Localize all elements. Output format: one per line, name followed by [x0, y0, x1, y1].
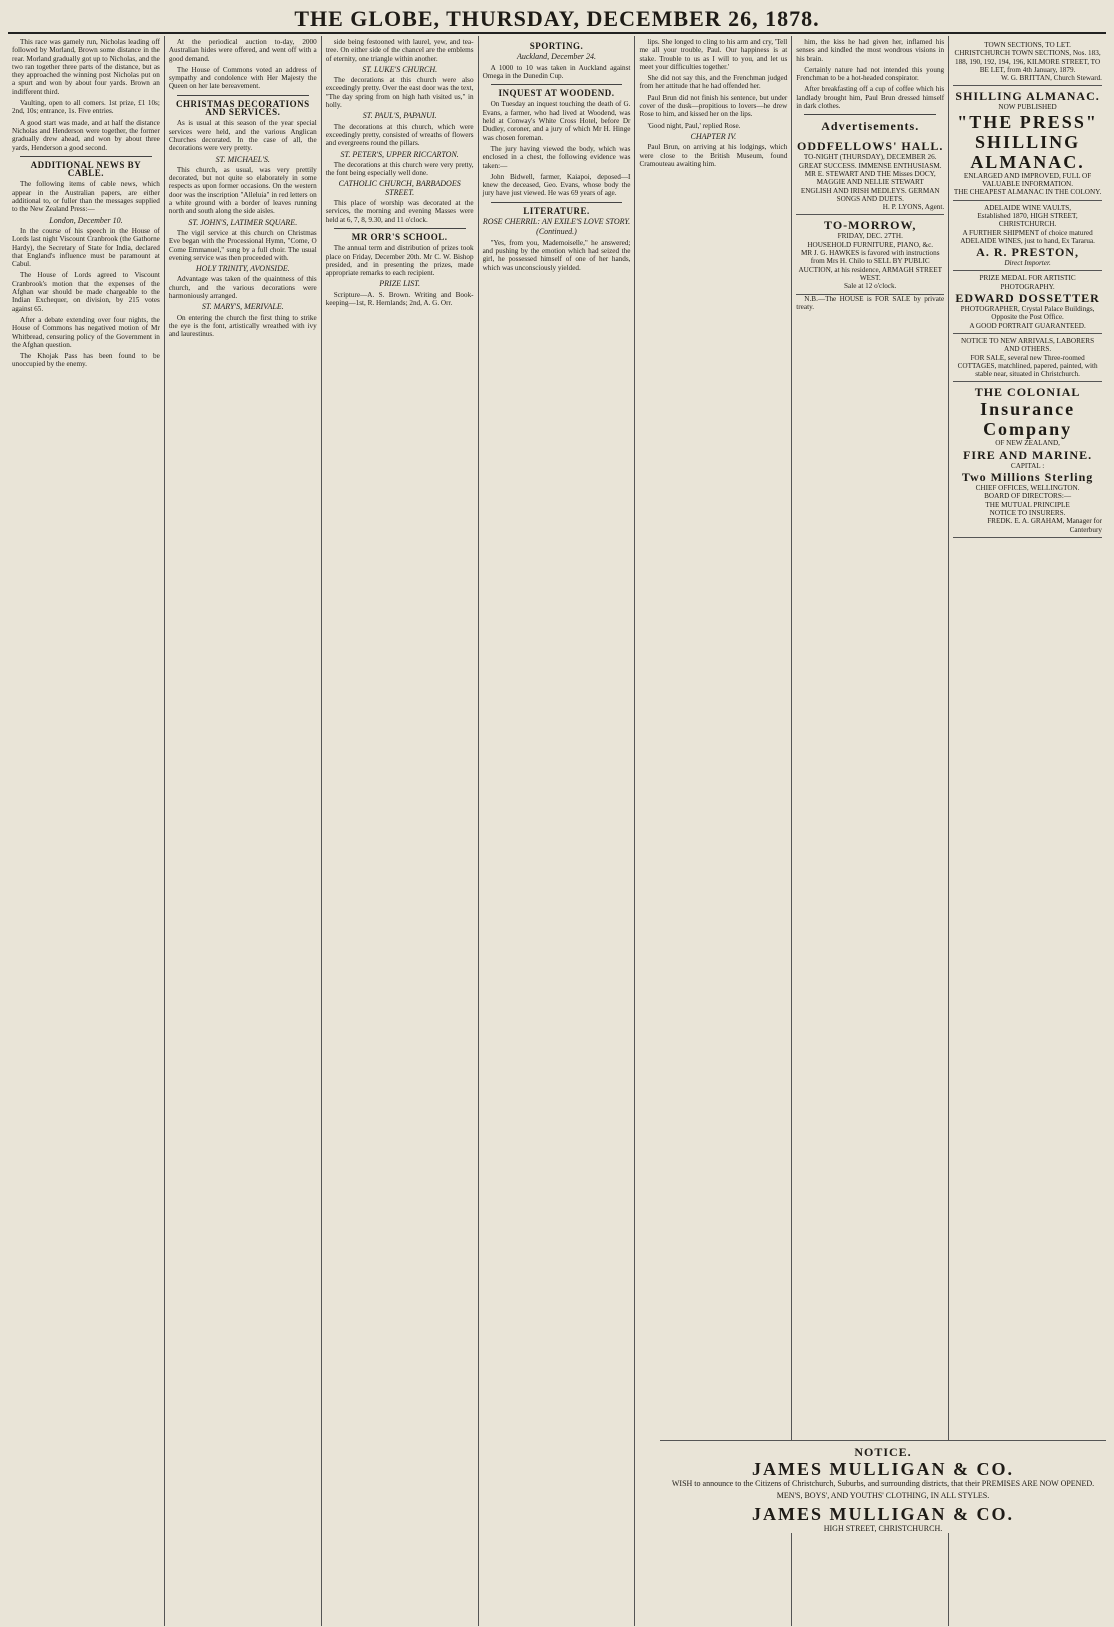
article-paragraph: him, the kiss he had given her, inflamed his senses and kindled the most wondrous visions in his brain. [796, 38, 945, 63]
column-2 [165, 36, 322, 1626]
subheading: ST. MICHAEL'S. [215, 154, 270, 164]
ad-line: A FURTHER SHIPMENT of choice matured ADELAIDE WINES, just to hand, Ex Tararua. [960, 228, 1095, 245]
article-paragraph: After a debate extending over four nights, the House of Commons has negatived motion of Mr Whitbread, censuring policy of the Government in the Afghan question. [12, 315, 160, 349]
ad-auction [796, 215, 944, 294]
article-paragraph: The decorations at this church were very pretty, the font being especially well done. [325, 160, 474, 178]
article-paragraph: A 1000 to 10 was taken in Auckland against Omega in the Dunedin Cup. [482, 63, 631, 80]
article-paragraph: John Bidwell, farmer, Kaiapoi, deposed—I knew the deceased, Geo. Evans, whose body the jury have just viewed. He was 69 years of age. [482, 172, 631, 198]
ad-line: A. R. PRESTON, [976, 245, 1079, 260]
ad-line: PHOTOGRAPHER, Crystal Palace Buildings, Opposite the Post Office. [960, 305, 1095, 322]
article-paragraph: After breakfasting off a cup of coffee which his landlady brought him, Paul Brun dressed himself in dark clothes. [796, 85, 945, 111]
article-paragraph: In the course of his speech in the House of Lords last night Viscount Cranbrook (the Gathorne Hardy), the Secretary of State for India, declared that England's influence must be paramount at Cabul. [12, 226, 160, 269]
ad-line: NOW PUBLISHED [998, 103, 1057, 112]
ad-line: MR J. G. HAWKES is favored with instructions from Mrs H. Chilo to SELL BY PUBLIC AUCTION, at his residence, ARMAGH STREET WEST. [798, 249, 942, 282]
ad-title: NOTICE TO NEW ARRIVALS, LABORERS AND OTHERS. [961, 336, 1095, 354]
ad-title: THE COLONIAL [974, 385, 1081, 400]
ad-line: CHIEF OFFICES, WELLINGTON. [975, 484, 1080, 493]
column-5 [635, 36, 792, 1626]
ad-line: OF NEW ZEALAND, [995, 439, 1060, 448]
section-heading: LITERATURE. [523, 205, 590, 216]
divider [491, 202, 623, 203]
subheading: ST. MARY'S, MERIVALE. [201, 302, 284, 312]
story-continued: (Continued.) [536, 227, 577, 237]
article-paragraph: A good start was made, and at half the distance Nicholas and Henderson were together, the former gradually drew ahead, and won by about three yards, Henderson a good second. [12, 118, 160, 152]
advertisements-heading: Advertisements. [821, 119, 920, 134]
divider [177, 95, 309, 96]
chapter-heading: CHAPTER IV. [690, 131, 737, 141]
article-paragraph: Vaulting, open to all comers. 1st prize, £1 10s; 2nd, 10s; entrance, 1s. Five entries. [12, 99, 160, 116]
article-paragraph: At the periodical auction to-day, 2000 Australian hides were offered, and went off with a good demand. [168, 38, 317, 63]
ad-title: TO-MORROW, [824, 218, 917, 233]
subheading: HOLY TRINITY, AVONSIDE. [195, 264, 290, 274]
ad-line: CHRISTCHURCH TOWN SECTIONS, Nos. 183, 188, 190, 192, 194, 196, KILMORE STREET, TO BE LET, from 4th January, 1879. [954, 49, 1101, 74]
ad-line: Insurance Company [980, 399, 1076, 440]
article-paragraph: This place of worship was decorated at the services, the morning and evening Masses were held at 6, 7, 8, 9.30, and 11 o'clock. [325, 199, 474, 224]
column-7 [949, 36, 1106, 1626]
ad-line: CAPITAL : [1010, 461, 1045, 470]
notice-line: MEN'S, BOYS', AND YOUTHS' CLOTHING, IN ALL STYLES. [776, 1491, 990, 1500]
article-paragraph: On Tuesday an inquest touching the death of G. Evans, a farmer, who had lived at Woodend, was held at Conway's White Cross Hotel, before Dr Dudley, coroner, and a jury of which Mr H. Hinge was chosen foreman. [482, 100, 631, 142]
article-paragraph: The jury having viewed the body, which was enclosed in a chest, the following evidence was taken:— [482, 144, 631, 170]
article-paragraph: Paul Brun, on arriving at his lodgings, which were close to the British Museum, found Cramouteau awaiting him. [639, 143, 788, 168]
ad-signature: FREDK. E. A. GRAHAM, Manager for Canterbury [987, 517, 1102, 534]
dateline: Auckland, December 24. [516, 52, 597, 62]
ad-signature: H. P. LYONS, Agent. [882, 203, 945, 212]
ad-line: EDWARD DOSSETTER [955, 291, 1100, 306]
story-title: ROSE CHERRIL: AN EXILE'S LOVE STORY. [482, 217, 631, 227]
ad-line: MR E. STEWART AND THE Misses DOCY, MAGGIE AND NELLIE STEWART [804, 169, 936, 187]
article-paragraph: The House of Commons voted an address of sympathy and condolence with Her Majesty the Queen on her late bereavement. [168, 65, 317, 91]
ad-line: BOARD OF DIRECTORS:— [984, 492, 1072, 501]
subheading: PRIZE LIST. [379, 279, 421, 289]
article-paragraph: The vigil service at this church on Christmas Eve began with the Processional Hymn, "Come, O Come Emmanuel," sung by a full choir. The usual evening service was then proceeded with. [168, 228, 317, 262]
firm-name: JAMES MULLIGAN & CO. [751, 1459, 1014, 1479]
dateline: London, December 10. [49, 215, 123, 225]
ad-title: TOWN SECTIONS, TO LET. [984, 41, 1071, 49]
firm-name-2: JAMES MULLIGAN & CO. [751, 1504, 1014, 1524]
article-paragraph: Advantage was taken of the quaintness of this church, and the various decorations were harmoniously arranged. [168, 275, 317, 301]
article-paragraph: "Yes, from you, Mademoiselle," he answered; and pushing by the emotion which had seized the girl, he possessed himself of one of her hands, which was unconsciously yielded. [482, 238, 631, 272]
ad-line: ENGLISH AND IRISH MEDLEYS. GERMAN SONGS AND DUETS. [800, 186, 940, 203]
subheading: ST. PETER'S, UPPER RICCARTON. [340, 149, 459, 159]
ad-line: ENLARGED AND IMPROVED, FULL OF VALUABLE INFORMATION. [963, 171, 1092, 189]
ad-title: ADELAIDE WINE VAULTS, [984, 203, 1072, 212]
subheading: ST. JOHN'S, LATIMER SQUARE. [188, 217, 298, 227]
ad-line: SHILLING [975, 131, 1081, 152]
ad-line: FRIDAY, DEC. 27TH. [837, 232, 903, 241]
article-paragraph: The annual term and distribution of prizes took place on Friday, December 20th. Mr C. W. Bishop presided, and in presenting the prizes, made appropriate remarks to each recipient. [325, 244, 474, 278]
article-paragraph: The decorations at this church were also exceedingly pretty. Over the east door was the text, "The day spring from on high hath visited us," in holly. [325, 76, 474, 110]
divider [20, 156, 152, 157]
section-heading: ADDITIONAL NEWS BY CABLE. [30, 159, 142, 179]
ad-line: NOTICE TO INSURERS. [989, 508, 1066, 517]
article-paragraph: Paul Brun did not finish his sentence, but under cover of the dusk—propitious to lovers—he drew Rose to him, and kissed her on the lips. [639, 93, 788, 119]
ad-line: FOR SALE, several new Three-roomed COTTAGES, matchlined, papered, painted, with stable near, situated in Christchurch. [957, 353, 1098, 379]
ad-line: Established 1870, HIGH STREET, CHRISTCHURCH. [977, 211, 1078, 229]
section-heading: MR ORR'S SCHOOL. [351, 231, 448, 242]
ad-wine-vaults [953, 201, 1102, 272]
article-paragraph: On entering the church the first thing to strike the eye is the font, artistically wreathed with ivy and laurestinus. [168, 313, 317, 339]
ad-title: SHILLING ALMANAC. [955, 89, 1100, 104]
article-paragraph: She did not say this, and the Frenchman judged from her attitude that he had offended her. [639, 74, 788, 91]
ad-town-sections [953, 38, 1102, 86]
column-6 [792, 36, 949, 1626]
divider [491, 84, 623, 85]
article-paragraph: side being festooned with laurel, yew, and tea-tree. On either side of the chancel are the emblems of eternity, one triangle within another. [325, 38, 474, 63]
ad-cottages [953, 334, 1102, 382]
column-3 [322, 36, 479, 1626]
notice-title: NOTICE. [854, 1445, 912, 1459]
ad-line: GREAT SUCCESS. IMMENSE ENTHUSIASM. [798, 161, 942, 170]
firm-address: HIGH STREET, CHRISTCHURCH. [823, 1524, 943, 1533]
ad-line: ALMANAC. [970, 151, 1085, 172]
article-paragraph: lips. She longed to cling to his arm and cry, 'Tell me all your trouble, Paul. Our happiness is at stake. Trouble to us as I will to you, and let us meet your difficulties together.' [639, 38, 788, 71]
ad-line: "THE PRESS" [957, 111, 1098, 132]
section-heading: INQUEST AT WOODEND. [498, 88, 615, 99]
masthead: THE GLOBE, THURSDAY, DECEMBER 26, 1878. [8, 6, 1106, 34]
article-paragraph: The following items of cable news, which appear in the Australian papers, are either additional to, or fuller than the messages supplied to the New Zealand Press:— [12, 180, 160, 214]
ad-line: A GOOD PORTRAIT GUARANTEED. [969, 321, 1086, 330]
subheading: CATHOLIC CHURCH, BARBADOES STREET. [338, 179, 461, 197]
divider [804, 114, 936, 115]
article-paragraph: As is usual at this season of the year special services were held, and the various Anglican Churches decorated. In the case of all, the decorations were very pretty. [168, 119, 317, 153]
ad-line: FIRE AND MARINE. [963, 447, 1093, 462]
ad-line: THE MUTUAL PRINCIPLE [985, 500, 1070, 509]
article-paragraph: The House of Lords agreed to Viscount Cranbrook's motion that the expenses of the Afghan war should be made chargeable to the Indian Exchequer, on division, by 215 votes against 65. [12, 271, 160, 313]
section-heading: CHRISTMAS DECORATIONS AND SERVICES. [175, 98, 310, 118]
article-paragraph: This race was gamely run, Nicholas leading off followed by Morland, Brown some distance in the rear. Morland gradually got up to Nicholas, and the two ran together three parts of the distance, but as they approached the winning post Nicholas put on a spurt and won by about four yards. Brown an indifferent third. [12, 38, 160, 96]
article-paragraph: Scripture—A. S. Brown. Writing and Book-keeping—1st, R. Hernlands; 2nd, A. G. Orr. [325, 290, 474, 308]
ad-oddfellows-hall [796, 136, 944, 215]
ad-line: Direct Importer. [1004, 259, 1051, 268]
ad-title: ODDFELLOWS' HALL. [797, 139, 944, 154]
ad-line: Two Millions Sterling [961, 470, 1094, 485]
divider [334, 228, 466, 229]
column-4 [479, 36, 636, 1626]
column-1 [8, 36, 165, 1626]
article-paragraph: The Khojak Pass has been found to be unoccupied by the enemy. [12, 352, 160, 369]
subheading: ST. PAUL'S, PAPANUI. [362, 111, 437, 121]
ad-photographer [953, 271, 1102, 333]
article-paragraph: Certainly nature had not intended this young Frenchman to be a hot-headed conspirator. [796, 65, 945, 83]
article-paragraph: The decorations at this church, which were exceedingly pretty, consisted of wreaths of flowers and evergreens round the pillars. [325, 122, 474, 148]
ad-line: TO-NIGHT (THURSDAY), DECEMBER 26. [803, 153, 937, 162]
ad-line: THE CHEAPEST ALMANAC IN THE COLONY. [953, 188, 1102, 197]
columns [8, 36, 1106, 1626]
ad-insurance [953, 382, 1102, 537]
subheading: ST. LUKE'S CHURCH. [362, 64, 438, 74]
ad-line: HOUSEHOLD FURNITURE, PIANO, &c. [807, 240, 934, 249]
ad-line: Sale at 12 o'clock. [844, 282, 897, 291]
article-paragraph: 'Good night, Paul,' replied Rose. [647, 121, 741, 130]
article-paragraph: This church, as usual, was very prettily decorated, but not quite so elaborately in some respects as upon former occasions. On the western door was the inscription "Alleluia" in red letters on a white ground with a border of leaves running north and south along the side aisles. [168, 165, 317, 216]
ad-signature: W. G. BRITTAN, Church Steward. [1001, 74, 1102, 83]
notice-body: WISH to announce to the Citizens of Christchurch, Suburbs, and surrounding districts, that their PREMISES ARE NOW OPENED. [671, 1479, 1095, 1488]
section-heading: SPORTING. [529, 41, 584, 51]
ad-almanac [953, 86, 1102, 200]
ad-note: N.B.—The HOUSE is FOR SALE by private treaty. [796, 294, 945, 311]
bottom-notice [660, 1440, 1106, 1533]
ad-title: PRIZE MEDAL FOR ARTISTIC PHOTOGRAPHY. [979, 274, 1076, 291]
